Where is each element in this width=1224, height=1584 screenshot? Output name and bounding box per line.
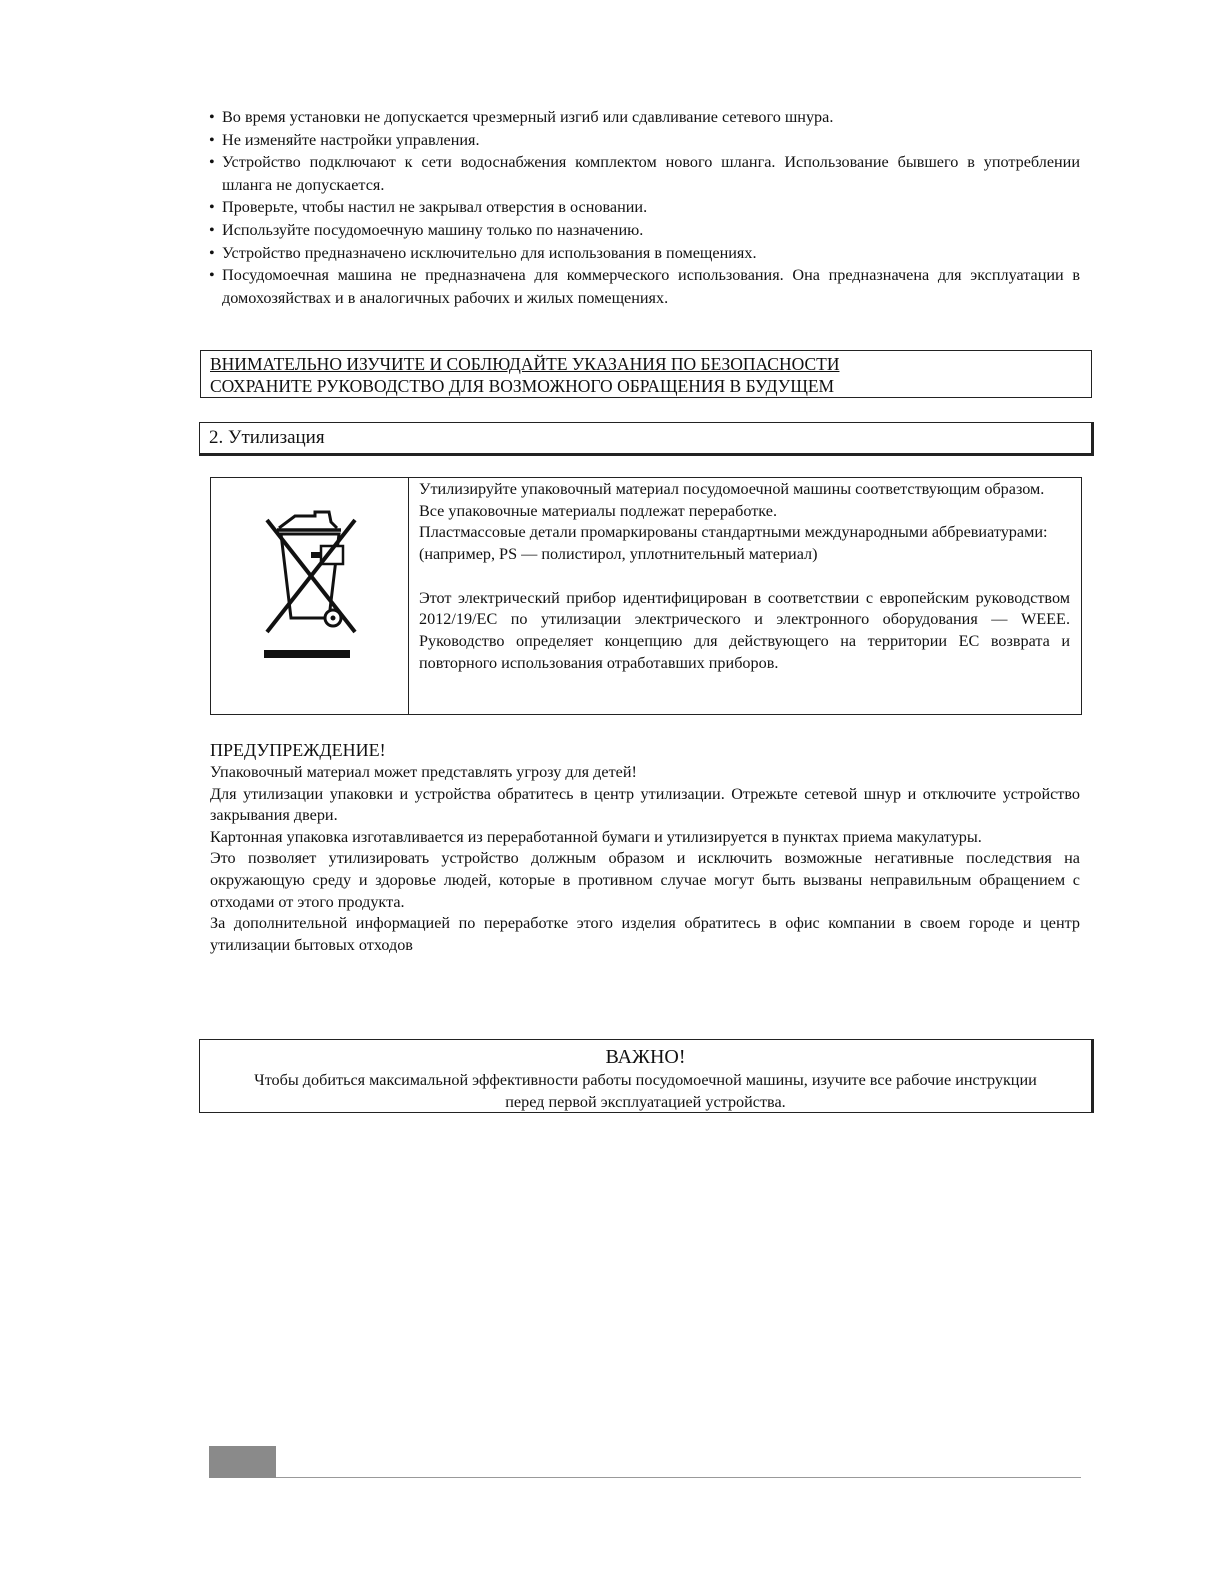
disposal-icon-cell bbox=[211, 478, 409, 714]
warning-title: ПРЕДУПРЕЖДЕНИЕ! bbox=[210, 740, 386, 760]
safety-bullet-list bbox=[209, 106, 1080, 309]
disposal-paragraph: Пластмассовые детали промаркированы стандартными международными аббревиатурами: bbox=[419, 523, 1048, 542]
safety-notice-box bbox=[200, 350, 1092, 398]
important-body: Чтобы добиться максимальной эффективности работы посудомоечной машины, изучите все рабочие инструкции перед первой эксплуатацией устройства. bbox=[254, 1071, 1037, 1111]
disposal-text-cell bbox=[419, 479, 1070, 674]
section-title: 2. Утилизация bbox=[209, 427, 325, 448]
bullet-item: • Устройство предназначено исключительно для использования в помещениях. bbox=[209, 242, 1080, 265]
disposal-paragraph: Все упаковочные материалы подлежат переработке. bbox=[419, 501, 777, 520]
warning-body bbox=[210, 762, 1080, 956]
disposal-table bbox=[210, 477, 1082, 715]
safety-notice-line-2: СОХРАНИТЕ РУКОВОДСТВО ДЛЯ ВОЗМОЖНОГО ОБРАЩЕНИЯ В БУДУЩЕМ bbox=[210, 376, 835, 396]
important-box bbox=[199, 1039, 1094, 1113]
disposal-paragraph: (например, PS — полистирол, уплотнительный материал) bbox=[419, 545, 818, 564]
warning-paragraph: Упаковочный материал может представлять угрозу для детей! bbox=[210, 763, 637, 781]
disposal-paragraph: Этот электрический прибор идентифицирован в соответствии с европейским руководством 2012/19/EC по утилизации электрического и электронного оборудования — WEEE. Руководство определяет концепцию для действующего на территории ЕС возврата и повторного использования отработавших приборов. bbox=[419, 588, 1070, 672]
disposal-paragraph: Утилизируйте упаковочный материал посудомоечной машины соответствующим образом. bbox=[419, 480, 1045, 498]
weee-crossed-bin-icon bbox=[251, 508, 371, 658]
footer-divider bbox=[276, 1477, 1081, 1478]
warning-paragraph: Для утилизации упаковки и устройства обратитесь в центр утилизации. Отрежьте сетевой шнур и отключите устройство закрывания двери. bbox=[210, 784, 1080, 825]
bullet-item: • Проверьте, чтобы настил не закрывал отверстия в основании. bbox=[209, 196, 1080, 219]
warning-paragraph: Картонная упаковка изготавливается из переработанной бумаги и утилизируется в пунктах приема макулатуры. bbox=[210, 827, 982, 846]
page-number-tab bbox=[209, 1446, 276, 1478]
bullet-item: • Не изменяйте настройки управления. bbox=[209, 129, 1080, 152]
safety-notice-line-1: ВНИМАТЕЛЬНО ИЗУЧИТЕ И СОБЛЮДАЙТЕ УКАЗАНИЯ ПО БЕЗОПАСНОСТИ bbox=[210, 354, 840, 374]
warning-paragraph: За дополнительной информацией по переработке этого изделия обратитесь в офис компании в своем городе и центр утилизации бытовых отходов bbox=[210, 914, 1080, 954]
section-title-box bbox=[199, 422, 1094, 456]
paragraph-gap bbox=[419, 566, 1070, 588]
bullet-item: • Используйте посудомоечную машину только по назначению. bbox=[209, 219, 1080, 242]
warning-paragraph: Это позволяет утилизировать устройство должным образом и исключить возможные негативные последствия на окружающую среду и здоровье людей, которые в противном случае могут быть вызваны неправильным обращением с отходами от этого продукта. bbox=[210, 849, 1080, 911]
bullet-item: • Устройство подключают к сети водоснабжения комплектом нового шланга. Использование бывшего в употреблении шланга не допускается. bbox=[209, 151, 1080, 196]
important-title: ВАЖНО! bbox=[605, 1046, 686, 1068]
bullet-item: • Во время установки не допускается чрезмерный изгиб или сдавливание сетевого шнура. bbox=[209, 106, 1080, 129]
bullet-item: • Посудомоечная машина не предназначена для коммерческого использования. Она предназначена для эксплуатации в домохозяйствах и в аналогичных рабочих и жилых помещениях. bbox=[209, 264, 1080, 309]
